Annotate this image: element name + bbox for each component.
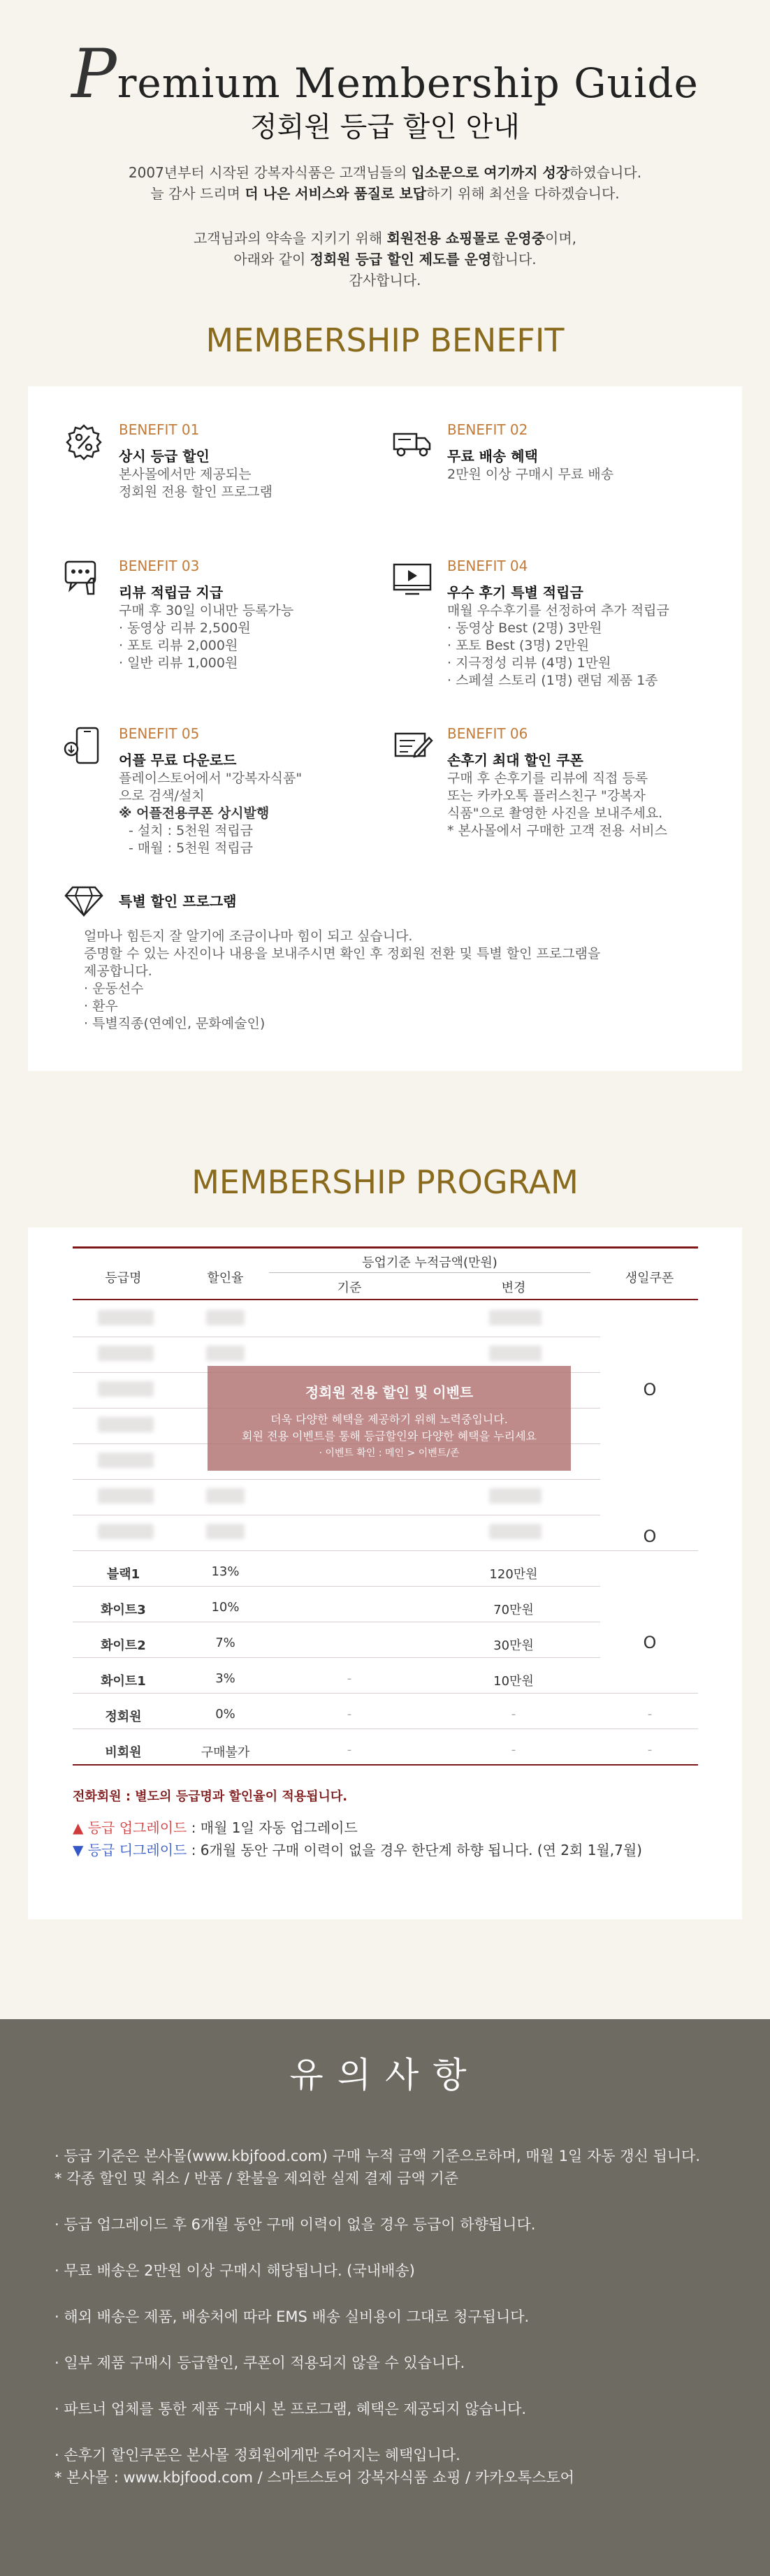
notice-item: · 해외 배송은 제품, 배송처에 따라 EMS 배송 실비용이 그대로 청구됩니다. (55, 2308, 530, 2325)
blurred-cell (489, 1524, 542, 1539)
row-discount: 13% (211, 1564, 240, 1579)
row-grade: 블랙1 (106, 1567, 140, 1582)
blurred-cell (98, 1381, 154, 1397)
percent-badge-icon (63, 421, 105, 463)
row-change: 30만원 (493, 1638, 534, 1653)
notice-section (0, 2019, 770, 2576)
row-coupon: - (647, 1707, 653, 1722)
benefit-desc: 플레이스토어에서 "강복자식품" 으로 검색/설치 ※ 어플전용쿠폰 상시발행 - 설치 : 5천원 적립금 - 매월 : 5천원 적립금 (119, 771, 303, 856)
diamond-icon (63, 879, 105, 921)
member-event-overlay: 정회원 전용 할인 및 이벤트 더욱 다양한 혜택을 제공하기 위해 노력중입니다. 회원 전용 이벤트를 통해 등급할인와 다양한 혜택을 누리세요 · 이벤트 확인 : 메인 > 이벤트/존 (208, 1366, 571, 1471)
benefit-panel (28, 386, 742, 1071)
blurred-cell (489, 1310, 542, 1325)
mobile-app-icon (63, 725, 105, 767)
delivery-truck-icon (391, 421, 433, 463)
notice-item: · 파트너 업체를 통한 제품 구매시 본 프로그램, 혜택은 제공되지 않습니다. (55, 2401, 527, 2417)
notice-item: · 일부 제품 구매시 등급할인, 쿠폰이 적용되지 않을 수 있습니다. (55, 2355, 465, 2371)
row-grade: 화이트2 (101, 1638, 146, 1653)
benefit-title: 상시 등급 할인 (119, 448, 210, 465)
header-grade: 등급명 (105, 1271, 142, 1286)
blurred-cell (489, 1488, 542, 1504)
benefit-title: 무료 배송 혜택 (447, 448, 538, 465)
header-subline (269, 1272, 590, 1273)
row-discount: 3% (215, 1671, 235, 1686)
benefit-desc: 구매 후 손후기를 리뷰에 직접 등록 또는 카카오톡 플러스친구 "강복자 식품"으로 촬영한 사진을 보내주세요. * 본사몰에서 구매한 고객 전용 서비스 (447, 771, 668, 838)
benefit-number: BENEFIT 04 (447, 558, 528, 574)
row-change: - (511, 1707, 516, 1722)
page-title-en (0, 35, 770, 113)
downgrade-rule: ▼ 등급 디그레이드 : 6개월 동안 구매 이력이 없을 경우 한단계 하향 됩니다. (연 2회 1월,7월) (73, 1842, 642, 1858)
blurred-cell (98, 1310, 154, 1325)
coupon-mark: O (643, 1633, 657, 1652)
header-coupon: 생일쿠폰 (625, 1271, 674, 1286)
program-panel (28, 1228, 742, 1919)
row-base: - (347, 1707, 352, 1722)
intro-line-3: 고객님과의 약속을 지키기 위해 회원전용 쇼핑몰로 운영중이며, (193, 230, 577, 247)
notice-item: · 등급 업그레이드 후 6개월 동안 구매 이력이 없을 경우 등급이 하향됩니다. (55, 2216, 536, 2233)
program-section-title: MEMBERSHIP PROGRAM (191, 1163, 579, 1201)
blurred-cell (206, 1488, 245, 1504)
blurred-cell (98, 1453, 154, 1468)
header-change: 변경 (501, 1281, 526, 1295)
notice-item: · 등급 기준은 본사몰(www.kbjfood.com) 구매 누적 금액 기준으로하며, 매월 1일 자동 갱신 됩니다. * 각종 할인 및 취소 / 반품 / 환불을 제외한 실제 결제 금액 기준 (55, 2148, 700, 2187)
row-change: - (511, 1742, 516, 1757)
benefit-title: 어플 무료 다운로드 (119, 752, 237, 769)
row-grade: 화이트3 (101, 1603, 146, 1617)
table-footnote: 전화회원 : 별도의 등급명과 할인율이 적용됩니다. (73, 1789, 348, 1804)
row-grade: 비회원 (105, 1745, 142, 1760)
blurred-cell (98, 1346, 154, 1361)
benefit-desc: 구매 후 30일 이내만 등록가능 · 동영상 리뷰 2,500원 · 포토 리뷰 2,000원 · 일반 리뷰 1,000원 (119, 603, 294, 671)
handwritten-letter-icon (391, 725, 433, 767)
row-change: 70만원 (493, 1603, 534, 1617)
benefit-section-title: MEMBERSHIP BENEFIT (205, 321, 565, 359)
review-icon (63, 558, 105, 599)
intro-line-5: 감사합니다. (349, 272, 421, 289)
row-coupon: - (647, 1742, 653, 1757)
benefit-desc: 본사몰에서만 제공되는 정회원 전용 할인 프로그램 (119, 467, 273, 500)
row-discount: 0% (215, 1707, 235, 1722)
row-base: - (347, 1742, 352, 1757)
notice-title: 유의사항 (289, 2055, 481, 2095)
benefit-number: BENEFIT 02 (447, 421, 528, 438)
title-rest: remium Membership Guide (117, 59, 699, 107)
table-bottom-border (73, 1764, 698, 1766)
special-desc: 얼마나 힘든지 잘 알기에 조금이나마 힘이 되고 싶습니다. 증명할 수 있는 사진이나 내용을 보내주시면 확인 후 정회원 전환 및 특별 할인 프로그램을 제공합니다. · 운동선수 · 환우 · 특별직종(연예인, 문화예술인) (84, 929, 601, 1031)
intro-line-2: 늘 감사 드리며 더 나은 서비스와 품질로 보답하기 위해 최선을 다하겠습니다. (150, 185, 620, 202)
page-title-ko: 정회원 등급 할인 안내 (250, 111, 520, 143)
blurred-cell (98, 1417, 154, 1432)
blurred-cell (206, 1524, 245, 1539)
special-title: 특별 할인 프로그램 (119, 893, 237, 910)
header-bottom-border (73, 1299, 698, 1300)
benefit-number: BENEFIT 03 (119, 558, 200, 574)
benefit-number: BENEFIT 05 (119, 725, 200, 742)
benefit-desc: 2만원 이상 구매시 무료 배송 (447, 467, 614, 482)
notice-item: · 손후기 할인쿠폰은 본사몰 정회원에게만 주어지는 혜택입니다. * 본사몰 : www.kbjfood.com / 스마트스토어 강복자식품 쇼핑 / 카카오톡스토어 (55, 2447, 574, 2486)
upgrade-rule: ▲ 등급 업그레이드 : 매월 1일 자동 업그레이드 (73, 1819, 358, 1836)
coupon-mark: O (643, 1527, 657, 1546)
row-discount: 10% (211, 1600, 240, 1615)
benefit-title: 손후기 최대 할인 쿠폰 (447, 752, 583, 769)
header (0, 0, 770, 328)
row-grade: 정회원 (105, 1710, 142, 1724)
intro-line-1: 2007년부터 시작된 강복자식품은 고객님들의 입소문으로 여기까지 성장하였습니다. (128, 164, 642, 181)
row-change: 120만원 (489, 1567, 538, 1582)
intro-line-4: 아래와 같이 정회원 등급 할인 제도를 운영합니다. (233, 251, 537, 268)
row-discount: 7% (215, 1636, 235, 1650)
header-discount: 할인율 (207, 1271, 244, 1286)
benefit-number: BENEFIT 06 (447, 725, 528, 742)
row-discount: 구매불가 (201, 1745, 250, 1760)
benefit-title: 우수 후기 특별 적립금 (447, 584, 583, 601)
notice-item: · 무료 배송은 2만원 이상 구매시 해당됩니다. (국내배송) (55, 2262, 415, 2279)
benefit-title: 리뷰 적립금 지급 (119, 584, 224, 601)
header-cumulative: 등업기준 누적금액(만원) (362, 1256, 497, 1270)
row-base: - (347, 1671, 352, 1686)
video-player-icon (391, 558, 433, 599)
title-initial: P (71, 35, 117, 113)
blurred-cell (206, 1310, 245, 1325)
blurred-cell (98, 1524, 154, 1539)
table-top-border (73, 1246, 698, 1249)
row-change: 10만원 (493, 1674, 534, 1689)
row-grade: 화이트1 (101, 1674, 146, 1689)
benefit-desc: 매월 우수후기를 선정하여 추가 적립금 · 동영상 Best (2명) 3만원 · 포토 Best (3명) 2만원 · 지극정성 리뷰 (4명) 1만원 · 스페셜 스토리 (1명) 랜덤 제품 1종 (447, 603, 669, 688)
benefit-number: BENEFIT 01 (119, 421, 200, 438)
header-base: 기준 (337, 1281, 362, 1295)
coupon-mark: O (643, 1380, 657, 1399)
blurred-cell (98, 1488, 154, 1504)
blurred-cell (489, 1346, 542, 1361)
blurred-cell (206, 1346, 245, 1361)
